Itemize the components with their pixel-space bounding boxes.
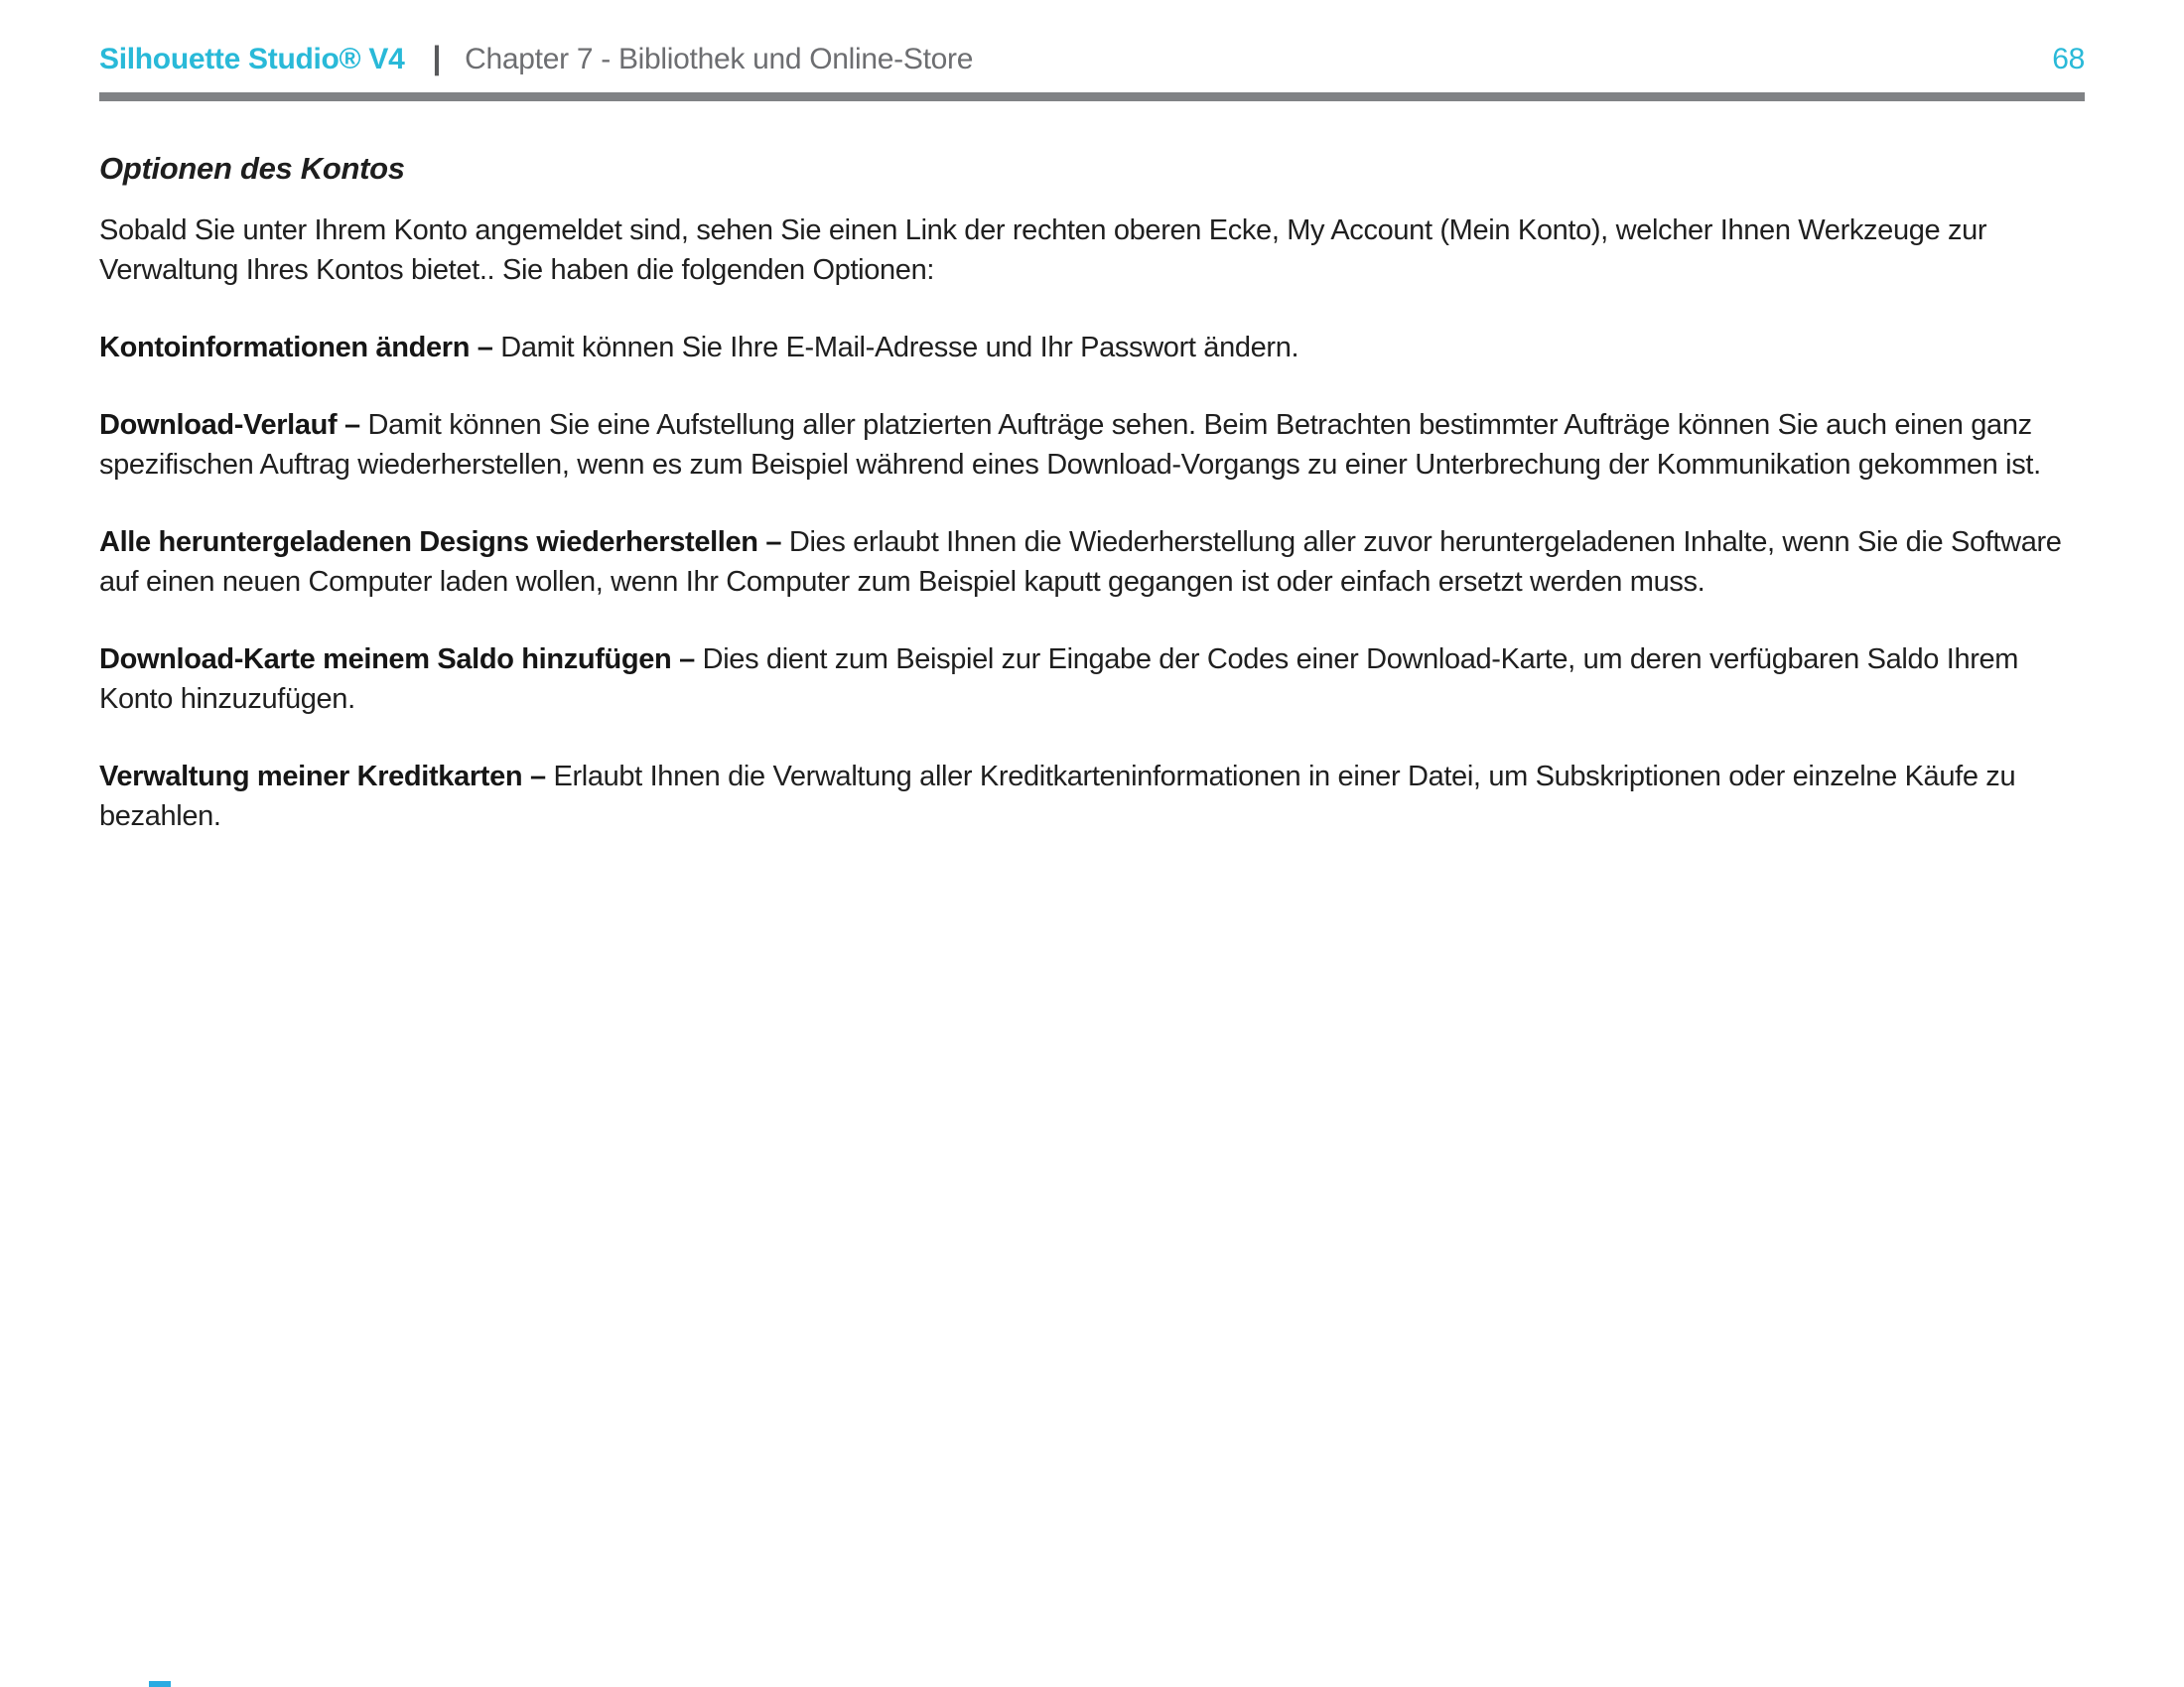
chapter-title: Chapter 7 - Bibliothek und Online-Store xyxy=(465,43,974,75)
header-rule xyxy=(99,92,2085,101)
option-term: Kontoinformationen ändern xyxy=(99,332,471,363)
option-dash: – xyxy=(757,526,789,558)
option-description: Dies dient zum Beispiel zur Eingabe der Codes einer Download-Karte, um deren verfügbaren Saldo Ihrem Konto hinzuzufügen. xyxy=(99,643,2019,715)
option-description: Erlaubt Ihnen die Verwaltung aller Kreditkarteninformationen in einer Datei, um Subskriptionen oder einzelne Käufe zu bezahlen. xyxy=(99,761,2016,832)
page-number: 68 xyxy=(2052,43,2085,75)
option-paragraph-recover-designs xyxy=(99,522,2085,602)
option-term: Verwaltung meiner Kreditkarten xyxy=(99,761,523,792)
option-term: Alle heruntergeladenen Designs wiederherstellen xyxy=(99,526,758,558)
page-content xyxy=(0,151,2184,836)
footer-accent-mark xyxy=(149,1681,171,1687)
page-header xyxy=(0,0,2184,76)
option-paragraph-download-card xyxy=(99,639,2085,719)
intro-paragraph: Sobald Sie unter Ihrem Konto angemeldet sind, sehen Sie einen Link der rechten oberen Ecke, My Account (Mein Konto), welcher Ihnen Werkzeuge zur Verwaltung Ihres Kontos bietet.. Sie haben die folgenden Optionen: xyxy=(99,214,1987,286)
option-paragraph-account-info xyxy=(99,328,2085,367)
option-dash: – xyxy=(671,643,703,675)
option-description: Dies erlaubt Ihnen die Wiederherstellung aller zuvor heruntergeladenen Inhalte, wenn Sie die Software auf einen neuen Computer laden wollen, wenn Ihr Computer zum Beispiel kaputt gegangen ist oder einfach ersetzt werden muss. xyxy=(99,526,2062,598)
option-description: Damit können Sie eine Aufstellung aller platzierten Aufträge sehen. Beim Betrachten bestimmter Aufträge können Sie auch einen ganz spezifischen Auftrag wiederherstellen, wenn es zum Beispiel während eines Download-Vorgangs zu einer Unterbrechung der Kommunikation gekommen ist. xyxy=(99,409,2041,481)
section-title: Optionen des Kontos xyxy=(99,151,405,186)
option-paragraph-download-history xyxy=(99,405,2085,485)
option-paragraph-credit-cards xyxy=(99,757,2085,836)
option-dash: – xyxy=(337,409,368,441)
option-term: Download-Verlauf xyxy=(99,409,338,441)
brand-title: Silhouette Studio® V4 xyxy=(99,43,405,75)
option-description: Damit können Sie Ihre E-Mail-Adresse und Ihr Passwort ändern. xyxy=(500,332,1299,363)
header-separator: | xyxy=(432,40,442,75)
option-dash: – xyxy=(522,761,554,792)
option-dash: – xyxy=(470,332,501,363)
option-term: Download-Karte meinem Saldo hinzufügen xyxy=(99,643,672,675)
